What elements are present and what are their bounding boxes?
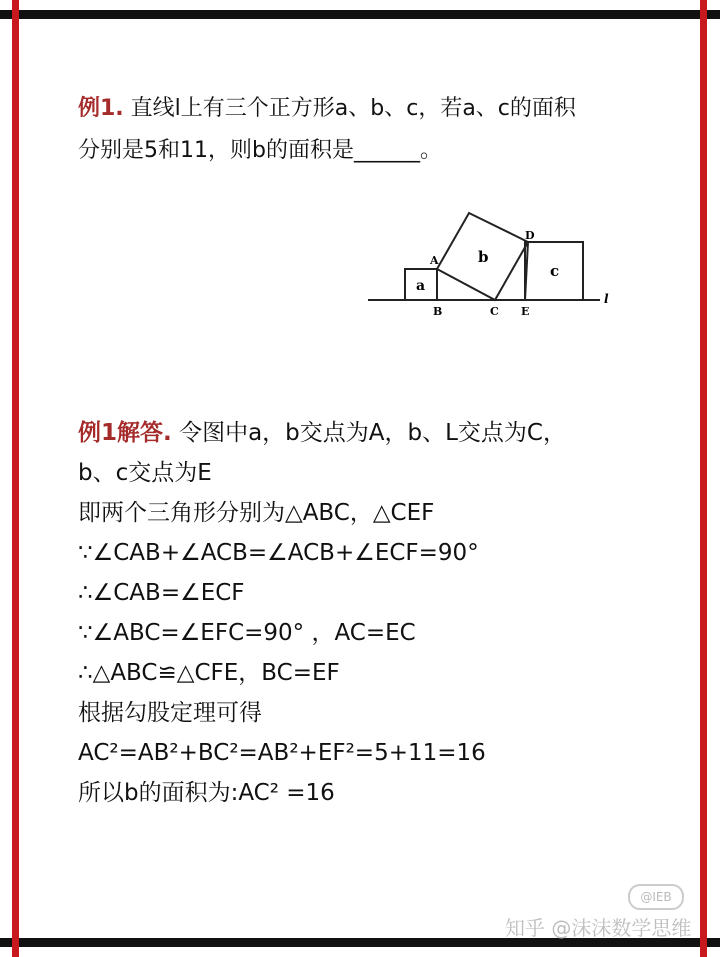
answer-line-3: ∵∠CAB+∠ACB=∠ACB+∠ECF=90° — [78, 540, 479, 566]
watermark: 知乎 @沫沫数学思维 — [505, 916, 692, 940]
watermark-badge: @IEB — [628, 884, 684, 910]
answer-line-7: 根据勾股定理可得 — [78, 700, 262, 726]
problem-line-1: 直线l上有三个正方形a、b、c，若a、c的面积 — [130, 96, 576, 121]
answer-line-0 — [78, 413, 678, 453]
top-border — [0, 10, 720, 19]
geometry-figure — [360, 205, 620, 325]
label-B: B — [433, 305, 443, 318]
answer-label: 例1解答. — [78, 420, 172, 446]
answer-line-9: 所以b的面积为:AC² =16 — [78, 780, 335, 806]
answer-line-5: ∵∠ABC=∠EFC=90° ，AC=EC — [78, 620, 416, 646]
label-C: C — [490, 305, 499, 318]
answer-line-8: AC²=AB²+BC²=AB²+EF²=5+11=16 — [78, 740, 486, 766]
label-A: A — [430, 254, 439, 267]
label-l: l — [604, 292, 609, 306]
problem-label: 例1. — [78, 96, 124, 121]
answer-text: 令图中a，b交点为A，b、L交点为C， — [179, 420, 566, 446]
label-a: a — [416, 278, 426, 294]
right-red-border — [700, 0, 707, 957]
answer-line-4: ∴∠CAB=∠ECF — [78, 580, 245, 606]
label-D: D — [525, 229, 535, 242]
answer-line-2: 即两个三角形分别为△ABC，△CEF — [78, 500, 435, 526]
label-c: c — [550, 262, 560, 280]
label-E: E — [521, 305, 530, 318]
problem-line-2: 分别是5和11，则b的面积是______。 — [78, 138, 442, 163]
left-red-border — [12, 0, 19, 957]
label-b: b — [478, 248, 489, 266]
answer-line-1: b、c交点为E — [78, 460, 212, 486]
problem-statement — [78, 88, 678, 172]
answer-section — [78, 413, 678, 813]
answer-line-6: ∴△ABC≌△CFE，BC=EF — [78, 660, 340, 686]
